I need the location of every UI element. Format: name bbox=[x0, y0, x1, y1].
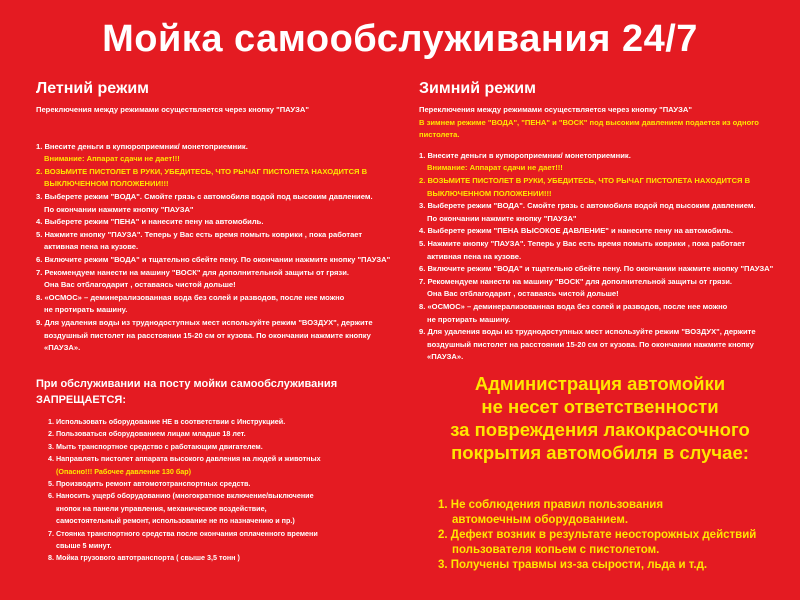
list-item bbox=[419, 225, 774, 238]
prohibited-heading-line: ЗАПРЕЩАЕТСЯ: bbox=[36, 394, 126, 406]
list-item-line: ВЫКЛЮЧЕННОМ ПОЛОЖЕНИИ!!! bbox=[44, 179, 169, 189]
list-item bbox=[48, 478, 396, 490]
list-item-line: 7. Стоянка транспортного средства после окончания оплаченного времени bbox=[48, 528, 318, 538]
list-item bbox=[48, 453, 396, 478]
list-item-line: свыше 5 минут. bbox=[56, 541, 112, 551]
list-item bbox=[419, 238, 774, 263]
list-item-line: 4. Направлять пистолет аппарата высокого давления на людей и животных bbox=[48, 454, 321, 464]
list-item-line: 3. Получены травмы из-за сырости, льда и т.д. bbox=[438, 559, 708, 571]
list-item bbox=[438, 558, 780, 573]
admin-heading bbox=[420, 372, 780, 464]
list-item-line: пользователя копьем с пистолетом. bbox=[452, 544, 660, 556]
list-item bbox=[419, 276, 774, 301]
list-item-line: 1. Не соблюдения правил пользования bbox=[438, 499, 664, 511]
list-item-note: Внимание: Аппарат сдачи не дает!!! bbox=[427, 163, 563, 173]
admin-disclaimer-section bbox=[420, 372, 780, 573]
list-item-line: 3. Мыть транспортное средство с работающим двигателем. bbox=[48, 441, 263, 451]
list-item-line: 6. Наносить ущерб оборудованию (многократное включение/выключение bbox=[48, 491, 314, 501]
list-item bbox=[48, 528, 396, 553]
list-item-line: ВЫКЛЮЧЕННОМ ПОЛОЖЕНИИ!!! bbox=[427, 188, 552, 198]
list-item-line: 1. Внесите деньги в купюроприемник/ монетоприемник. bbox=[419, 150, 631, 160]
list-item-line: активная пена на кузове. bbox=[427, 251, 522, 261]
summer-steps bbox=[36, 141, 396, 355]
list-item bbox=[48, 552, 396, 564]
list-item-line: активная пена на кузове. bbox=[44, 242, 139, 252]
list-item bbox=[36, 216, 396, 229]
list-item-line: 2. ВОЗЬМИТЕ ПИСТОЛЕТ В РУКИ, УБЕДИТЕСЬ, ЧТО РЫЧАГ ПИСТОЛЕТА НАХОДИТСЯ В bbox=[36, 166, 368, 176]
page-title: Мойка самообслуживания 24/7 bbox=[102, 18, 698, 60]
list-item bbox=[438, 528, 780, 558]
list-item-line: 8. «ОСМОС» – деминерализованная вода без солей и разводов, после нее можно bbox=[36, 292, 345, 302]
list-item-line: 2. Пользоваться оборудованием лицам младше 18 лет. bbox=[48, 429, 246, 439]
winter-note-line: пистолета. bbox=[419, 130, 460, 140]
list-item-line: 4. Выберете режим "ПЕНА" и нанесите пену на автомобиль. bbox=[36, 217, 264, 227]
list-item-line: не протирать машину. bbox=[44, 305, 128, 315]
list-item bbox=[419, 175, 774, 200]
list-item bbox=[419, 326, 774, 364]
list-item-line: 6. Включите режим "ВОДА" и тщательно сбейте пену. По окончании нажмите кнопку "ПАУЗА" bbox=[36, 254, 391, 264]
winter-steps bbox=[419, 150, 774, 364]
list-item-note: Внимание: Аппарат сдачи не дает!!! bbox=[44, 154, 180, 164]
list-item-line: 7. Рекомендуем нанести на машину "ВОСК" для дополнительной защиты от грязи. bbox=[419, 276, 732, 286]
list-item bbox=[36, 191, 396, 216]
list-item-line: автомоечным оборудованием. bbox=[452, 514, 629, 526]
list-item-line: воздушный пистолет на расстоянии 15-20 см от кузова. По окончании нажмите кнопку bbox=[44, 330, 371, 340]
list-item-line: 6. Включите режим "ВОДА" и тщательно сбейте пену. По окончании нажмите кнопку "ПАУЗА" bbox=[419, 264, 774, 274]
list-item bbox=[36, 292, 396, 317]
winter-mode-section bbox=[419, 80, 774, 364]
summer-mode-section bbox=[36, 80, 396, 355]
winter-note bbox=[419, 117, 774, 142]
list-item-line: 5. Нажмите кнопку "ПАУЗА". Теперь у Вас есть время помыть коврики , пока работает bbox=[36, 229, 363, 239]
list-item bbox=[36, 229, 396, 254]
list-item bbox=[419, 150, 774, 175]
list-item-line: 3. Выберете режим "ВОДА". Смойте грязь с автомобиля водой под высоким давлением. bbox=[419, 201, 756, 211]
list-item bbox=[36, 141, 396, 166]
winter-intro: Переключения между режимами осуществляется через кнопку "ПАУЗА" bbox=[419, 105, 692, 114]
admin-heading-line: Администрация автомойки bbox=[474, 373, 726, 394]
list-item-line: «ПАУЗА». bbox=[44, 343, 81, 353]
list-item-line: 3. Выберете режим "ВОДА". Смойте грязь с автомобиля водой под высоким давлением. bbox=[36, 191, 373, 201]
admin-heading-line: не несет ответственности bbox=[481, 396, 719, 417]
list-item-line: Она Вас отблагодарит , оставаясь чистой дольше! bbox=[44, 280, 236, 290]
list-item-line: 4. Выберете режим "ПЕНА ВЫСОКОЕ ДАВЛЕНИЕ" и нанесите пену на автомобиль. bbox=[419, 226, 733, 236]
list-item-line: 2. Дефект возник в результате неосторожных действий bbox=[438, 529, 757, 541]
list-item bbox=[48, 428, 396, 440]
list-item-line: 2. ВОЗЬМИТЕ ПИСТОЛЕТ В РУКИ, УБЕДИТЕСЬ, ЧТО РЫЧАГ ПИСТОЛЕТА НАХОДИТСЯ В bbox=[419, 175, 751, 185]
prohibited-heading bbox=[36, 376, 396, 408]
list-item-line: По окончании нажмите кнопку "ПАУЗА" bbox=[44, 204, 194, 214]
list-item-line: 9. Для удаления воды из труднодоступных мест используйте режим "ВОЗДУХ", держите bbox=[36, 317, 373, 327]
list-item bbox=[438, 498, 780, 528]
prohibited-list bbox=[36, 416, 396, 565]
list-item-line: 5. Нажмите кнопку "ПАУЗА". Теперь у Вас есть время помыть коврики , пока работает bbox=[419, 238, 746, 248]
list-item-line: не протирать машину. bbox=[427, 314, 511, 324]
list-item-line: «ПАУЗА». bbox=[427, 352, 464, 362]
list-item-note: (Опасно!!! Рабочее давление 130 бар) bbox=[56, 466, 192, 476]
list-item-line: 8. «ОСМОС» – деминерализованная вода без солей и разводов, после нее можно bbox=[419, 301, 728, 311]
list-item-line: 5. Производить ремонт автомототранспортных средств. bbox=[48, 479, 251, 489]
admin-list bbox=[438, 498, 780, 573]
summer-intro: Переключения между режимами осуществляется через кнопку "ПАУЗА" bbox=[36, 105, 309, 114]
list-item-line: 7. Рекомендуем нанести на машину "ВОСК" для дополнительной защиты от грязи. bbox=[36, 267, 349, 277]
winter-heading: Зимний режим bbox=[419, 80, 536, 97]
list-item bbox=[419, 263, 774, 276]
list-item-line: 1. Использовать оборудование НЕ в соответствии с Инструкцией. bbox=[48, 417, 286, 426]
list-item-line: самостоятельный ремонт, использование не по назначению и пр.) bbox=[56, 516, 295, 526]
list-item-line: 1. Внесите деньги в купюроприемник/ монетоприемник. bbox=[36, 141, 248, 151]
list-item-line: 9. Для удаления воды из труднодоступных мест используйте режим "ВОЗДУХ", держите bbox=[419, 327, 756, 337]
list-item bbox=[48, 416, 396, 428]
admin-heading-line: за повреждения лакокрасочного bbox=[450, 419, 750, 440]
prohibited-section bbox=[36, 376, 396, 565]
winter-note-line: В зимнем режиме "ВОДА", "ПЕНА" и "ВОСК" под высоким давлением подается из одного bbox=[419, 117, 759, 127]
list-item bbox=[48, 490, 396, 527]
list-item bbox=[36, 166, 396, 191]
admin-heading-line: покрытия автомобиля в случае: bbox=[451, 442, 749, 463]
list-item-line: воздушный пистолет на расстоянии 15-20 см от кузова. По окончании нажмите кнопку bbox=[427, 339, 754, 349]
list-item bbox=[36, 267, 396, 292]
list-item bbox=[419, 301, 774, 326]
list-item-line: кнопок на панели управления, механическое воздействие, bbox=[56, 503, 267, 513]
summer-heading: Летний режим bbox=[36, 80, 150, 97]
prohibited-heading-line: При обслуживании на посту мойки самообслуживания bbox=[36, 378, 338, 390]
list-item bbox=[36, 254, 396, 267]
list-item bbox=[48, 441, 396, 453]
list-item bbox=[36, 317, 396, 355]
list-item-line: 8. Мойка грузового автотранспорта ( свыше 3,5 тонн ) bbox=[48, 553, 240, 563]
list-item-line: По окончании нажмите кнопку "ПАУЗА" bbox=[427, 213, 577, 223]
list-item-line: Она Вас отблагодарит , оставаясь чистой дольше! bbox=[427, 289, 619, 299]
list-item bbox=[419, 200, 774, 225]
